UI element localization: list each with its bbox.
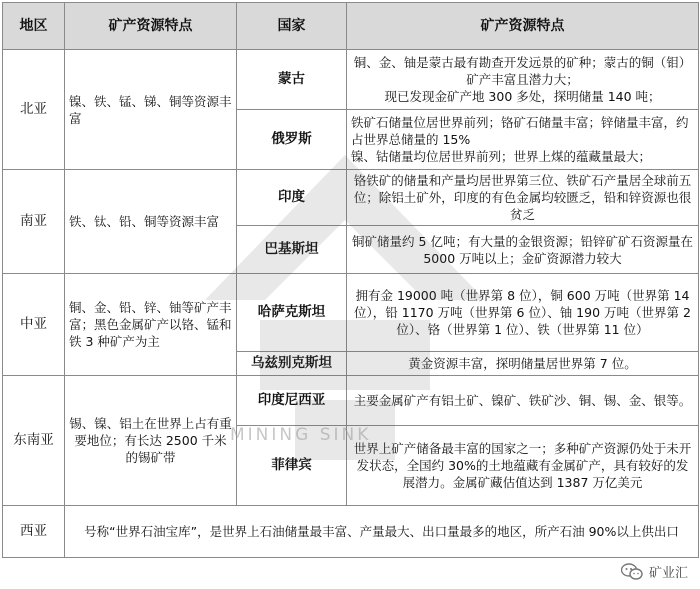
region-features-cell: 锡、镍、铝土在世界上占有重要地位；有长达 2500 千米的锡矿带	[65, 376, 237, 506]
table-row	[3, 376, 699, 426]
region-cell: 西亚	[3, 506, 65, 558]
table-row	[3, 50, 699, 110]
region-cell: 中亚	[3, 274, 65, 376]
header-row	[3, 3, 699, 50]
region-features-cell: 号称“世界石油宝库”，是世界上石油储量最丰富、产量最大、出口量最多的地区，所产石油 90%以上供出口	[65, 506, 699, 558]
country-cell: 蒙古	[237, 50, 347, 110]
country-detail-cell	[347, 50, 699, 110]
watermark-text: MINING SINK	[230, 425, 372, 445]
country-detail-text: 铁矿石储量位居世界前列；铬矿石储量丰富；锌储量丰富，约占世界总储量的 15% 镍、钴储量均位居世界前列；世界上煤的蕴藏量最大；	[351, 115, 689, 164]
country-detail-cell: 世界上矿产储备最丰富的国家之一；多种矿产资源仍处于未开发状态，全国约 30%的土地蕴藏有金属矿产，具有较好的发展潜力。金属矿藏估值达到 1387 万亿美元	[347, 426, 699, 506]
country-detail-text: 铜、金、铀是蒙古最有勘查开发远景的矿种；蒙古的铜（钼）矿产丰富且潜力大； 现已发现金矿产地 300 多处，探明储量 140 吨；	[353, 55, 692, 104]
table-row	[3, 274, 699, 352]
region-cell: 南亚	[3, 170, 65, 274]
brand-badge	[617, 560, 692, 583]
header-region: 地区	[3, 3, 65, 50]
country-cell: 印度	[237, 170, 347, 226]
table-row	[3, 506, 699, 558]
table-row	[3, 170, 699, 226]
header-country: 国家	[237, 3, 347, 50]
country-cell: 菲律宾	[237, 426, 347, 506]
wechat-icon	[621, 563, 643, 581]
region-features-cell: 铜、金、铅、锌、铀等矿产丰富；黑色金属矿产以铬、锰和铁 3 种矿产为主	[65, 274, 237, 376]
region-features-cell: 铁、钛、铅、铜等资源丰富	[65, 170, 237, 274]
header-country-features: 矿产资源特点	[347, 3, 699, 50]
country-detail-cell: 铬铁矿的储量和产量均居世界第三位、铁矿石产量居全球前五位；除铝土矿外，印度的有色金属均较匮乏，铅和锌资源也很贫乏	[347, 170, 699, 226]
header-features: 矿产资源特点	[65, 3, 237, 50]
region-cell: 东南亚	[3, 376, 65, 506]
country-cell: 巴基斯坦	[237, 226, 347, 274]
country-cell: 俄罗斯	[237, 110, 347, 170]
country-detail-cell: 铜矿储量约 5 亿吨；有大量的金银资源；铅锌矿矿石资源量在 5000 万吨以上；金矿资源潜力较大	[347, 226, 699, 274]
country-detail-cell: 主要金属矿产有铝土矿、镍矿、铁矿沙、铜、锡、金、银等。	[347, 376, 699, 426]
region-features-cell: 镍、铁、锰、锑、铜等资源丰富	[65, 50, 237, 170]
country-detail-cell	[347, 110, 699, 170]
region-cell: 北亚	[3, 50, 65, 170]
brand-label: 矿业汇	[648, 566, 688, 581]
country-cell: 乌兹别克斯坦	[237, 352, 347, 376]
country-detail-cell: 拥有金 19000 吨（世界第 8 位），铜 600 万吨（世界第 14 位），铅 1170 万吨（世界第 6 位）、铀 190 万吨（世界第 2 位）、铬（世界第 1 位）、铁（世界第 11 位）	[347, 274, 699, 352]
country-detail-cell: 黄金资源丰富，探明储量居世界第 7 位。	[347, 352, 699, 376]
country-cell: 印度尼西亚	[237, 376, 347, 426]
mineral-resources-table	[2, 2, 699, 558]
country-cell: 哈萨克斯坦	[237, 274, 347, 352]
